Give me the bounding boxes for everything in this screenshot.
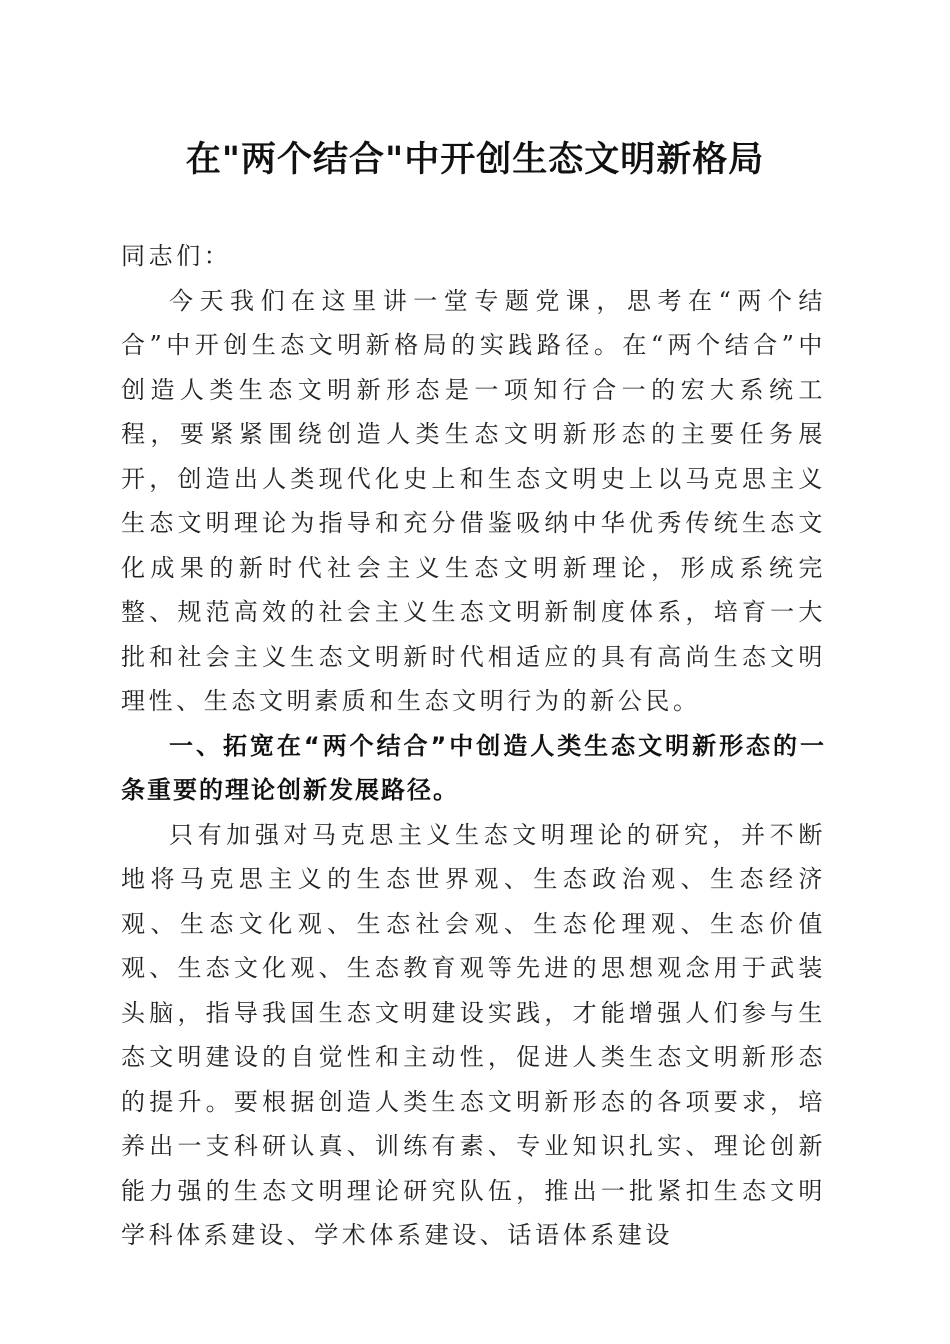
document-title: 在"两个结合"中开创生态文明新格局	[185, 140, 765, 180]
intro-paragraph: 今天我们在这里讲一堂专题党课，思考在“两个结合”中开创生态文明新格局的实践路径。在“两个结合”中创造人类生态文明新形态是一项知行合一的宏大系统工程，要紧紧围绕创造人类生态文明新形态的主要任务展开，创造出人类现代化史上和生态文明史上以马克思主义生态文明理论为指导和充分借鉴吸纳中华优秀传统生态文化成果的新时代社会主义生态文明新理论，形成系统完整、规范高效的社会主义生态文明新制度体系，培育一大批和社会主义生态文明新时代相适应的具有高尚生态文明理性、生态文明素质和生态文明行为的新公民。	[121, 286, 826, 715]
salutation: 同志们：	[121, 242, 232, 270]
document-body	[121, 234, 826, 1258]
section-one-paragraph: 只有加强对马克思主义生态文明理论的研究，并不断地将马克思主义的生态世界观、生态政治观、生态经济观、生态文化观、生态社会观、生态伦理观、生态价值观、生态文化观、生态教育观等先进的思想观念用于武装头脑，指导我国生态文明建设实践，才能增强人们参与生态文明建设的自觉性和主动性，促进人类生态文明新形态的提升。要根据创造人类生态文明新形态的各项要求，培养出一支科研认真、训练有素、专业知识扎实、理论创新能力强的生态文明理论研究队伍，推出一批紧扣生态文明学科体系建设、学术体系建设、话语体系建设	[121, 820, 826, 1249]
section-heading-one: 一、拓宽在“两个结合”中创造人类生态文明新形态的一条重要的理论创新发展路径。	[121, 731, 826, 804]
